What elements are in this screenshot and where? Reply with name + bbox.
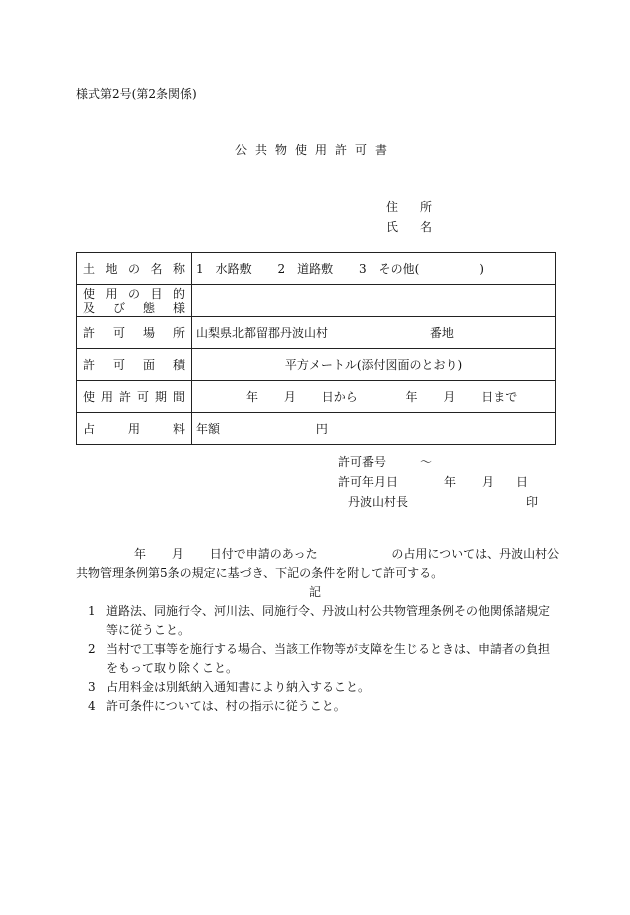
permit-info-table: [76, 252, 556, 445]
body-date-part: 年: [134, 547, 147, 561]
permit-date-part: 日: [516, 475, 529, 489]
table-row-purpose: [77, 285, 556, 317]
permit-number-mark: ～: [420, 455, 433, 469]
name-label-char: 氏: [386, 220, 399, 234]
period-part: 日まで: [481, 390, 518, 404]
name-label: [386, 218, 432, 235]
permit-date-label: 許可年月日: [338, 475, 399, 489]
condition-number: 2: [88, 642, 96, 656]
option-other: 3 その他( ): [358, 262, 484, 276]
condition-text: 許可条件については、村の指示に従うこと。: [106, 699, 346, 713]
condition-item: [88, 602, 558, 640]
fee-suffix: 円: [315, 422, 328, 436]
condition-number: 1: [88, 604, 96, 618]
body-date-part: 月: [171, 547, 184, 561]
condition-number: 4: [88, 699, 96, 713]
table-row-location: [77, 317, 556, 349]
row-label: [77, 285, 192, 317]
row-label: 土地の名称: [77, 253, 192, 285]
permit-number-label: 許可番号: [338, 455, 387, 469]
name-label-char: 名: [420, 220, 433, 234]
condition-text: 道路法、同施行令、河川法、同施行令、丹波山村公共物管理条例その他関係諸規定等に従うこと。: [106, 604, 551, 637]
condition-text: 占用料金は別紙納入通知書により納入すること。: [106, 680, 371, 694]
row-label-line: 及び態様: [83, 300, 185, 315]
purpose-value: [192, 285, 556, 317]
row-label: 使用許可期間: [77, 381, 192, 413]
permit-info-block: [338, 452, 539, 512]
permit-date-part: 月: [482, 475, 495, 489]
period-part: 年: [246, 390, 259, 404]
form-number: 様式第2号(第2条関係): [76, 87, 197, 101]
location-suffix: 番地: [429, 326, 454, 340]
fee-prefix: 年額: [196, 422, 221, 436]
area-value: 平方メートル(添付図面のとおり): [192, 349, 556, 381]
condition-item: [88, 678, 558, 697]
conditions-list: [88, 602, 558, 716]
period-part: 月: [283, 390, 296, 404]
table-row-land-name: [77, 253, 556, 285]
period-part: 日から: [321, 390, 358, 404]
issuer-name: 丹波山村長: [348, 495, 409, 509]
permit-date-part: 年: [444, 475, 457, 489]
permit-body-text: [76, 545, 560, 583]
body-date-part: 日付で申請のあった: [209, 547, 318, 561]
permit-date-row: [338, 472, 529, 492]
seal-mark: 印: [526, 495, 539, 509]
body-line-2: 共物管理条例第5条の規定に基づき、下記の条件を附して許可する。: [76, 566, 444, 580]
permit-issuer-row: [338, 492, 539, 512]
body-text-mid: の占用については、丹波山村公: [391, 547, 560, 561]
address-label: [386, 198, 432, 215]
fee-value: [192, 413, 556, 445]
table-row-fee: [77, 413, 556, 445]
row-label: 許可面積: [77, 349, 192, 381]
address-label-char: 住: [386, 200, 399, 214]
row-label: 許可場所: [77, 317, 192, 349]
conditions-heading: 記: [308, 585, 321, 599]
condition-item: [88, 640, 558, 678]
condition-number: 3: [88, 680, 96, 694]
period-value: [192, 381, 556, 413]
location-prefix: 山梨県北都留郡丹波山村: [196, 326, 329, 340]
row-label-line: 使用の目的: [83, 286, 185, 301]
period-part: 年: [405, 390, 418, 404]
address-label-char: 所: [420, 200, 433, 214]
body-line-1: [76, 545, 560, 564]
row-label: 占用料: [77, 413, 192, 445]
condition-text: 当村で工事等を施行する場合、当該工作物等が支障を生じるときは、申請者の負担をもって取り除くこと。: [106, 642, 551, 675]
document-title: 公共物使用許可書: [234, 143, 395, 157]
table-row-area: [77, 349, 556, 381]
table-row-period: [77, 381, 556, 413]
land-type-options: [192, 253, 556, 285]
condition-item: [88, 697, 558, 716]
period-part: 月: [443, 390, 456, 404]
option-road: 2 道路敷: [277, 262, 334, 276]
permit-number-row: [338, 452, 433, 472]
option-waterway: 1 水路敷: [196, 262, 252, 276]
location-value: [192, 317, 556, 349]
